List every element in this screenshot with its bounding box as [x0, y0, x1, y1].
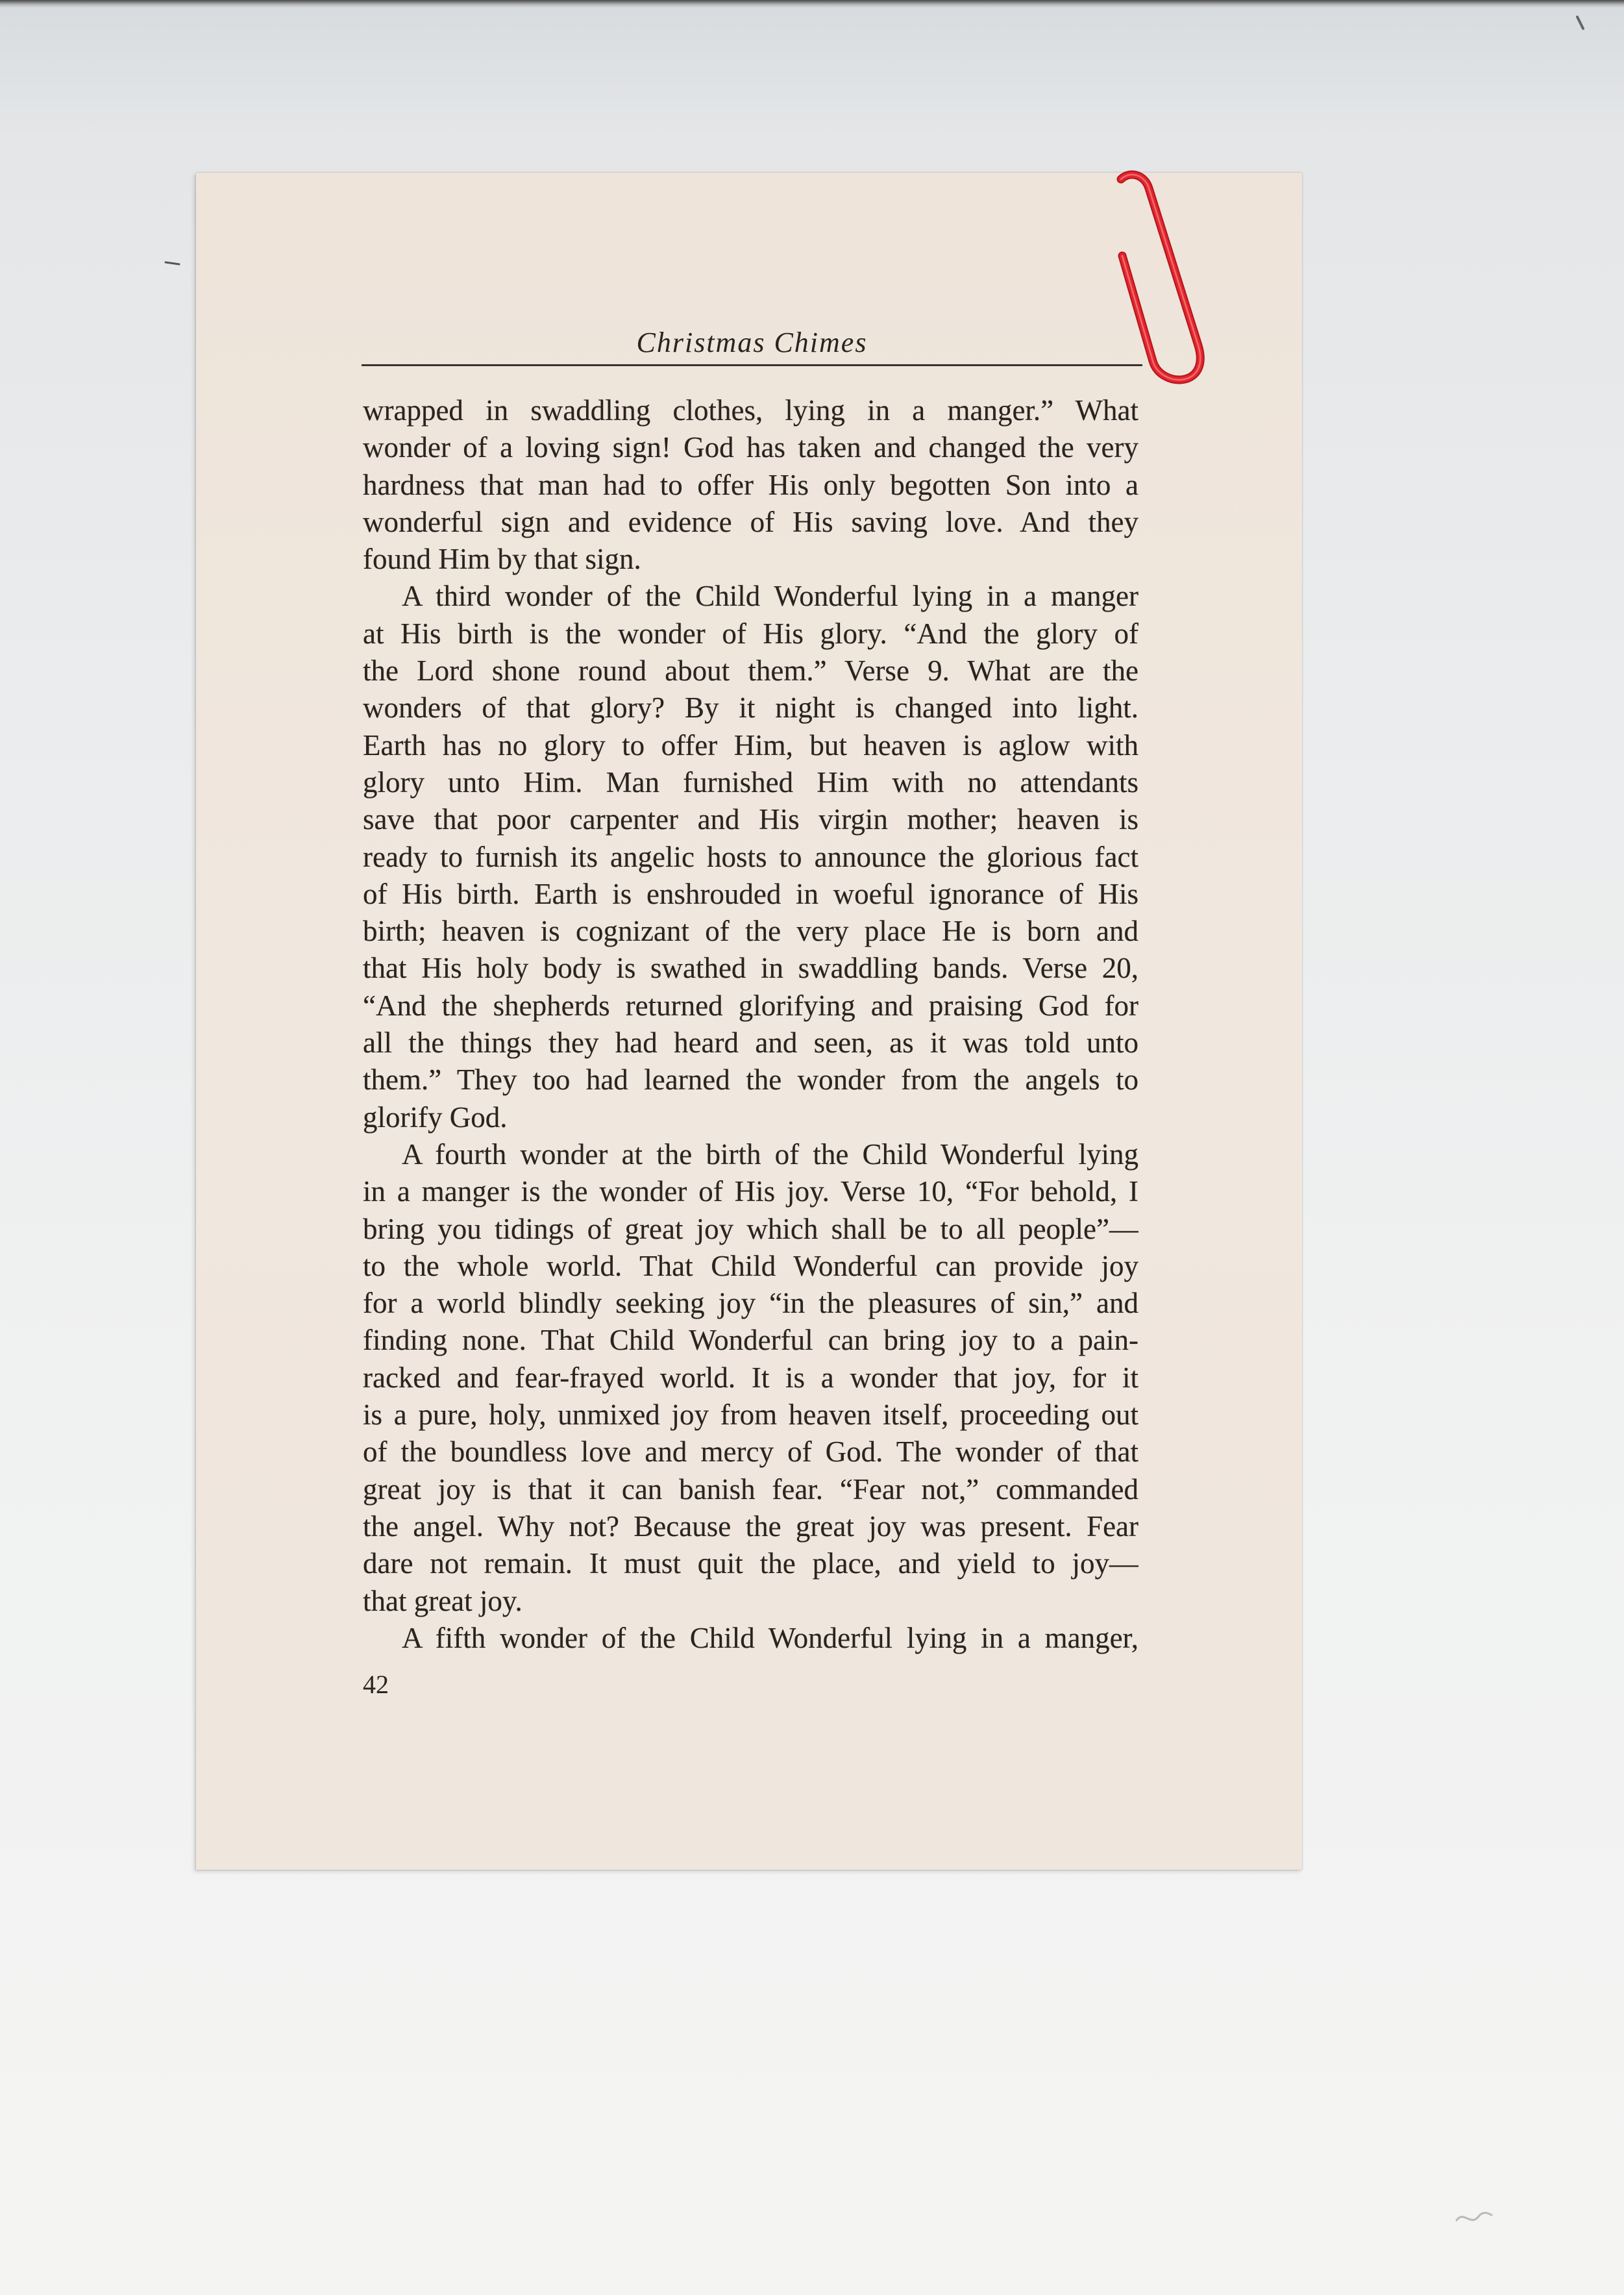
text-line: glory unto Him. Man furnished Him with no attendants	[363, 765, 1138, 799]
text-line: A fourth wonder at the birth of the Child Wonderful lying	[402, 1137, 1138, 1171]
text-line: wonder of a loving sign! God has taken and changed the very	[363, 431, 1138, 464]
text-line: found Him by that sign.	[363, 543, 641, 576]
paragraph	[363, 1136, 1138, 1620]
text-line: Earth has no glory to offer Him, but heaven is aglow with	[363, 728, 1138, 762]
text-line: A third wonder of the Child Wonderful lying in a manger	[402, 580, 1138, 613]
page-number: 42	[363, 1670, 389, 1699]
text-line: that great joy.	[363, 1584, 523, 1617]
text-line: “And the shepherds returned glorifying and praising God for	[363, 989, 1138, 1022]
book-page	[196, 173, 1302, 1870]
text-line: racked and fear-frayed world. It is a wonder that joy, for it	[363, 1361, 1138, 1394]
text-line: to the whole world. That Child Wonderful can provide joy	[363, 1249, 1138, 1282]
text-line: of the boundless love and mercy of God. The wonder of that	[363, 1435, 1138, 1469]
scan-speck	[1457, 2213, 1492, 2221]
paragraph	[363, 578, 1138, 1135]
text-line: wonderful sign and evidence of His saving love. And they	[363, 505, 1138, 538]
text-line: glorify God.	[363, 1100, 508, 1134]
running-head: Christmas Chimes	[636, 327, 868, 358]
text-line: the Lord shone round about them.” Verse 9. What are the	[363, 654, 1138, 688]
text-line: wrapped in swaddling clothes, lying in a manger.” What	[363, 394, 1138, 427]
scan-speck	[166, 262, 179, 264]
text-line: hardness that man had to offer His only begotten Son into a	[363, 468, 1138, 501]
header-rule	[362, 364, 1142, 366]
text-line: finding none. That Child Wonderful can bring joy to a pain-	[363, 1324, 1138, 1357]
text-line: for a world blindly seeking joy “in the pleasures of sin,” and	[363, 1287, 1138, 1320]
text-line: in a manger is the wonder of His joy. Verse 10, “For behold, I	[363, 1175, 1138, 1208]
text-line: A fifth wonder of the Child Wonderful lying in a manger,	[402, 1621, 1138, 1654]
text-line: wonders of that glory? By it night is changed into light.	[363, 691, 1138, 725]
text-line: dare not remain. It must quit the place, and yield to joy—	[363, 1547, 1138, 1580]
text-line: birth; heaven is cognizant of the very place He is born and	[363, 915, 1138, 948]
text-line: save that poor carpenter and His virgin mother; heaven is	[363, 803, 1138, 836]
scan-speck	[1577, 17, 1583, 29]
text-line: bring you tidings of great joy which shall be to all people”—	[363, 1212, 1138, 1245]
text-line: all the things they had heard and seen, as it was told unto	[363, 1026, 1138, 1060]
scanner-edge	[0, 0, 1624, 8]
page-body	[363, 392, 1138, 1657]
text-line: great joy is that it can banish fear. “Fear not,” commanded	[363, 1472, 1138, 1506]
paragraph	[363, 1620, 1138, 1657]
text-line: at His birth is the wonder of His glory. “And the glory of	[363, 617, 1138, 650]
text-line: the angel. Why not? Because the great joy was present. Fear	[363, 1509, 1138, 1543]
text-line: of His birth. Earth is enshrouded in woeful ignorance of His	[363, 877, 1138, 910]
text-line: is a pure, holy, unmixed joy from heaven itself, proceeding out	[363, 1398, 1138, 1432]
paragraph	[363, 392, 1138, 578]
text-line: ready to furnish its angelic hosts to announce the glorious fact	[363, 840, 1138, 873]
text-line: them.” They too had learned the wonder from the angels to	[363, 1063, 1138, 1097]
text-line: that His holy body is swathed in swaddling bands. Verse 20,	[363, 952, 1138, 985]
